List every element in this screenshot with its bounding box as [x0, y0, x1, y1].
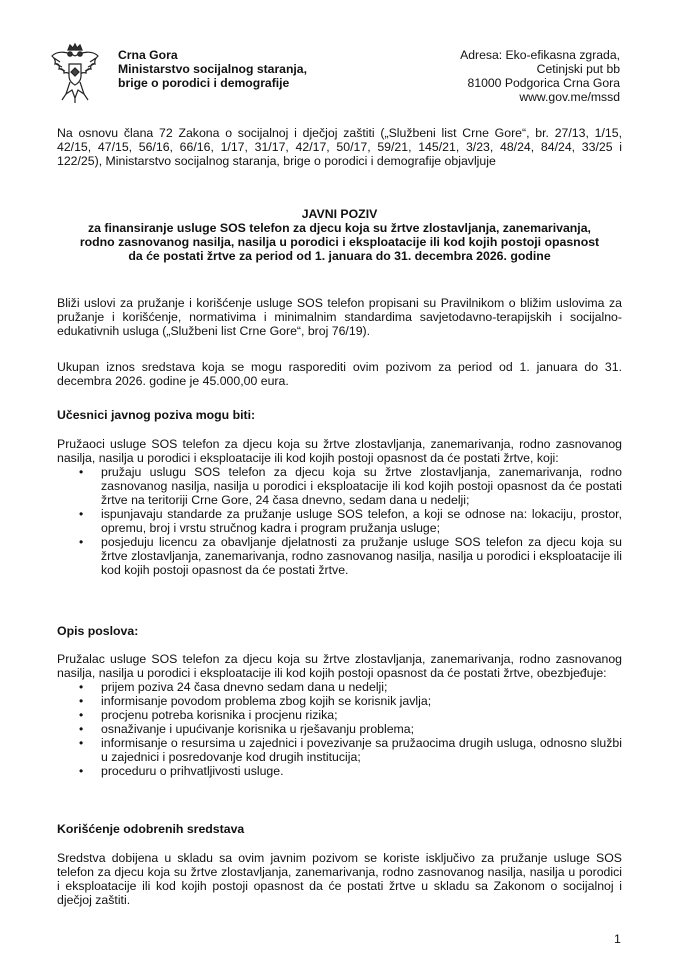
ministry-name [118, 48, 307, 90]
participants-paragraph: Pružaoci usluge SOS telefon za djecu koja su žrtve zlostavljanja, zanemarivanja, rodno zasnovanog nasilja, nasilja u porodici i eksploatacije ili kod kojih postoji opasnost da će postati žrtve, koji: [57, 437, 622, 465]
title-line-4: da će postati žrtve za period od 1. januara do 31. decembra 2026. godine [128, 249, 551, 263]
participants-section [57, 437, 622, 577]
ministry-address [460, 48, 620, 104]
funds-section [57, 851, 622, 907]
participants-list [57, 465, 622, 577]
ministry-name-line1: Ministarstvo socijalnog staranja, [118, 62, 307, 76]
conditions-section [57, 296, 622, 338]
amount-paragraph: Ukupan iznos sredstava koja se mogu rasporediti ovim pozivom za period od 1. januara do 31. decembra 2026. godine je 45.000,00 eura. [57, 360, 622, 388]
funds-heading: Korišćenje odobrenih sredstava [57, 822, 245, 836]
document-title [57, 207, 622, 263]
duties-section [57, 652, 622, 778]
ministry-name-line2: brige o porodici i demografije [118, 76, 290, 90]
duties-heading-block [57, 624, 622, 638]
country-name: Crna Gora [118, 48, 178, 62]
duties-paragraph: Pružalac usluge SOS telefon za djecu koja su žrtve zlostavljanja, zanemarivanja, rodno zasnovanog nasilja, nasilja u porodici i eksploatacije ili kod kojih postoji opasnost da će postati žrtve, obezbjeđuje: [57, 652, 622, 680]
list-item: • posjeduju licencu za obavljanje djelatnosti za pružanje usluge SOS telefon za djecu koja su žrtve zlostavljanja, zanemarivanja, rodno zasnovanog nasilja, nasilja u porodici i eksploatacije ili kod kojih postoji opasnost da će postati žrtve. [79, 535, 622, 577]
participants-heading-block [57, 408, 622, 422]
website-link[interactable]: www.gov.me/mssd [519, 90, 620, 104]
list-item: • ispunjavaju standarde za pružanje usluge SOS telefon, a koji se odnose na: lokaciju, prostor, opremu, broj i vrstu stručnog kadra i program pružanja usluge; [79, 507, 622, 535]
list-item: • procjenu potreba korisnika i procjenu rizika; [79, 708, 622, 722]
duties-list [57, 680, 622, 778]
duties-heading: Opis poslova: [57, 624, 139, 638]
list-item: • pružaju uslugu SOS telefon za djecu koja su žrtve zlostavljanja, zanemarivanja, rodno zasnovanog nasilja, nasilja u porodici i eksploatacije ili kod kojih postoji opasnost da će postati žrtve na teritoriji Crne Gore, 24 časa dnevno, sedam dana u nedelji; [79, 465, 622, 507]
list-item: • proceduru o prihvatljivosti usluge. [79, 764, 622, 778]
page-number: 1 [614, 932, 621, 946]
conditions-paragraph: Bliži uslovi za pružanje i korišćenje usluge SOS telefon propisani su Pravilnikom o bližim uslovima za pružanje i korišćenje, normativima i minimalnim standardima savjetodavno-terapijskih i socijalno-edukativnih usluga („Službeni list Crne Gore“, broj 76/19). [57, 296, 622, 338]
funds-heading-block [57, 822, 622, 836]
address-line-2: Cetinjski put bb [536, 62, 620, 76]
address-line-1: Adresa: Eko-efikasna zgrada, [460, 48, 620, 62]
amount-section [57, 360, 622, 388]
title-line-3: rodno zasnovanog nasilja, nasilja u porodici i eksploatacije ili kod kojih postoji opasnost [79, 235, 600, 249]
list-item: • prijem poziva 24 časa dnevno sedam dana u nedelji; [79, 680, 622, 694]
title-line-2: za finansiranje usluge SOS telefon za djecu koja su žrtve zlostavljanja, zanemarivanja, [88, 221, 591, 235]
address-line-3: 81000 Podgorica Crna Gora [467, 76, 620, 90]
coat-of-arms-icon [48, 42, 102, 104]
letterhead [48, 40, 620, 108]
legal-basis-paragraph: Na osnovu člana 72 Zakona o socijalnoj i dječjoj zaštiti („Službeni list Crne Gore“, br. 27/13, 1/15, 42/15, 47/15, 56/16, 66/16, 1/17, 31/17, 42/17, 50/17, 59/21, 145/21, 3/23, 48/24, 84/24, 33/25 i 122/25), Ministarstvo socijalnog staranja, brige o porodici i demografije objavljuje [57, 126, 622, 168]
list-item: • informisanje o resursima u zajednici i povezivanje sa pružaocima drugih usluga, odnosno službi u zajednici i posredovanje kod drugih institucija; [79, 736, 622, 764]
list-item: • informisanje povodom problema zbog kojih se korisnik javlja; [79, 694, 622, 708]
funds-paragraph: Sredstva dobijena u skladu sa ovim javnim pozivom se koriste isključivo za pružanje usluge SOS telefon za djecu koja su žrtve zlostavljanja, zanemarivanja, rodno zasnovanog nasilja, nasilja u porodici i eksploatacije ili kod kojih postoji opasnost da će postati žrtve u skladu sa Zakonom o socijalnoj i dječjoj zaštiti. [57, 851, 622, 907]
participants-heading: Učesnici javnog poziva mogu biti: [57, 408, 256, 422]
list-item: • osnaživanje i upućivanje korisnika u rješavanju problema; [79, 722, 622, 736]
title-heading: JAVNI POZIV [301, 207, 378, 221]
